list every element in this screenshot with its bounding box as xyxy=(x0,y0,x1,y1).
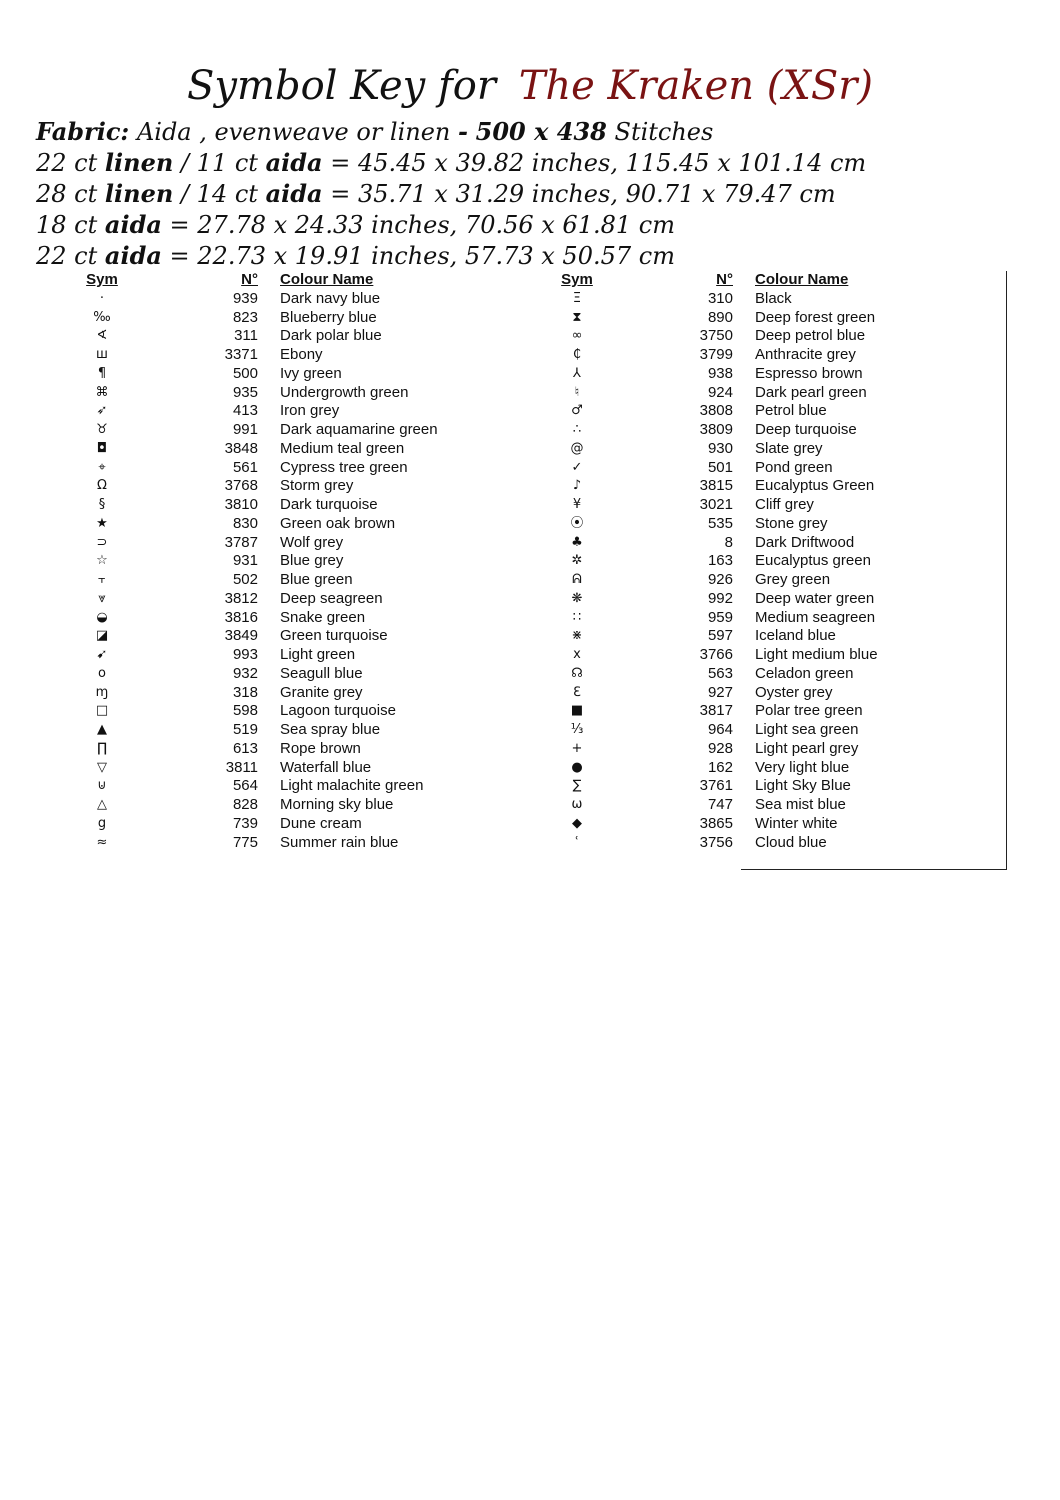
symbol-cell: □ xyxy=(95,703,109,719)
number-cell: 162 xyxy=(707,758,733,776)
symbol-cell: ɱ xyxy=(95,684,109,700)
colour-name-cell: Seagull blue xyxy=(280,664,363,682)
symbol-cell: ₵ xyxy=(572,347,582,362)
symbol-cell: △ xyxy=(97,797,107,812)
number-cell: 163 xyxy=(707,552,733,570)
symbol-cell: ⌖ xyxy=(98,459,106,475)
symbol-cell: ⌘ xyxy=(95,384,109,400)
number-cell: 502 xyxy=(232,571,258,588)
colour-name-cell: Dark pearl green xyxy=(755,383,867,401)
size-count: 22 ct xyxy=(36,149,98,177)
number-cell: 598 xyxy=(232,702,258,720)
size-separator: / 14 ct xyxy=(180,180,258,208)
colour-name-cell: Anthracite grey xyxy=(755,346,856,363)
colour-name-cell: Stone grey xyxy=(755,514,828,532)
symbol-cell: + xyxy=(571,740,583,756)
symbol-cell: ⦿ xyxy=(570,515,584,531)
symbol-cell: ◘ xyxy=(96,440,108,456)
symbol-cell: ▲ xyxy=(97,722,107,737)
size-dimensions: = 35.71 x 31.29 inches, 90.71 x 79.47 cm xyxy=(330,180,836,208)
stitch-count: 500 x 438 xyxy=(475,117,607,146)
number-cell: 931 xyxy=(232,552,258,570)
size-fabric: linen xyxy=(104,148,174,177)
number-cell: 775 xyxy=(232,833,258,851)
colour-name-cell: Grey green xyxy=(755,571,831,588)
colour-name-cell: Deep petrol blue xyxy=(755,327,866,345)
number-cell: 311 xyxy=(234,327,258,345)
symbol-cell: ω xyxy=(571,797,583,812)
symbol-cell: ◆ xyxy=(572,815,582,831)
symbol-cell: x xyxy=(573,647,581,662)
number-cell: 938 xyxy=(707,364,733,382)
symbol-cell: ∞ xyxy=(571,328,583,344)
symbol-cell: · xyxy=(99,290,105,306)
symbol-cell: ✓ xyxy=(571,459,583,475)
colour-name-cell: Waterfall blue xyxy=(280,758,372,776)
colour-name-cell: Ebony xyxy=(280,346,323,363)
symbol-cell: ⊍ xyxy=(97,778,107,794)
number-cell: 939 xyxy=(232,289,258,307)
number-cell: 501 xyxy=(707,458,733,476)
pattern-name: The Kraken (XSr) xyxy=(518,63,873,109)
table-border-right xyxy=(1006,271,1007,869)
colour-name-cell: Celadon green xyxy=(755,664,854,682)
size-line xyxy=(36,209,1046,240)
colour-name-cell: Light sea green xyxy=(755,721,859,738)
colour-name-cell: Summer rain blue xyxy=(280,833,399,851)
colour-name-cell: Iceland blue xyxy=(755,627,836,645)
colour-name-cell: Blue green xyxy=(280,571,353,588)
table-border-bottom xyxy=(741,869,1007,870)
colour-name-cell: Eucalyptus Green xyxy=(755,477,875,495)
symbol-cell: ➶ xyxy=(96,403,108,419)
colour-name-cell: Deep turquoise xyxy=(755,421,857,438)
number-cell: 3812 xyxy=(224,589,258,607)
symbol-cell: ★ xyxy=(96,515,108,531)
fabric-line xyxy=(36,116,1046,147)
number-cell: 3848 xyxy=(224,439,258,457)
colour-name-cell: Snake green xyxy=(280,608,366,626)
number-cell: 993 xyxy=(232,646,258,663)
colour-name-cell: Sea mist blue xyxy=(755,796,846,813)
number-cell: 3766 xyxy=(699,646,733,663)
number-cell: 739 xyxy=(232,814,258,832)
number-cell: 3816 xyxy=(224,608,258,626)
symbol-cell: ♪ xyxy=(572,478,582,494)
header-colour-name: Colour Name xyxy=(755,271,849,288)
size-fabric: aida xyxy=(104,210,162,239)
colour-name-cell: Medium teal green xyxy=(280,439,405,457)
size-count: 22 ct xyxy=(36,242,98,270)
size-dimensions: = 45.45 x 39.82 inches, 115.45 x 101.14 cm xyxy=(330,149,867,177)
symbol-cell: ᕱ xyxy=(572,572,582,587)
symbol-cell: ♉ xyxy=(96,422,108,437)
number-cell: 413 xyxy=(232,402,258,420)
symbol-cell: ◪ xyxy=(95,628,109,644)
colour-name-cell: Slate grey xyxy=(755,439,823,457)
number-cell: 3371 xyxy=(224,346,258,363)
colour-name-cell: Lagoon turquoise xyxy=(280,702,396,720)
number-cell: 3799 xyxy=(699,346,733,363)
symbol-cell: ш xyxy=(96,347,108,362)
number-cell: 992 xyxy=(707,589,733,607)
fabric-info xyxy=(36,116,1046,271)
number-cell: 3761 xyxy=(699,777,733,795)
fabric-dash: - xyxy=(458,117,468,146)
number-cell: 500 xyxy=(232,364,258,382)
number-cell: 991 xyxy=(232,421,258,438)
symbol-cell: ∷ xyxy=(572,609,582,625)
colour-name-cell: Dark aquamarine green xyxy=(280,421,438,438)
number-cell: 3811 xyxy=(225,758,258,776)
number-cell: 8 xyxy=(724,533,733,551)
colour-name-cell: Cypress tree green xyxy=(280,458,408,476)
symbol-cell: ‰ xyxy=(93,309,111,325)
symbol-cell: Ω xyxy=(97,478,107,494)
size-fabric-alt: aida xyxy=(265,148,323,177)
colour-name-cell: Deep forest green xyxy=(755,308,876,326)
symbol-cell: ⋇ xyxy=(571,628,583,644)
title-prefix: Symbol Key for xyxy=(187,63,496,109)
size-count: 18 ct xyxy=(36,211,98,239)
colour-name-cell: Dark polar blue xyxy=(280,327,382,345)
colour-name-cell: Wolf grey xyxy=(280,533,344,551)
colour-name-cell: Polar tree green xyxy=(755,702,863,720)
colour-name-cell: Blueberry blue xyxy=(280,308,377,326)
number-cell: 3817 xyxy=(699,702,733,720)
colour-name-cell: Light malachite green xyxy=(280,777,424,795)
size-fabric: aida xyxy=(104,241,162,270)
colour-name-cell: Rope brown xyxy=(280,739,361,757)
stitch-word: Stitches xyxy=(614,118,714,146)
number-cell: 959 xyxy=(707,608,733,626)
symbol-cell: ∢ xyxy=(96,328,108,344)
size-dimensions: = 27.78 x 24.33 inches, 70.56 x 61.81 cm xyxy=(169,211,675,239)
number-cell: 3849 xyxy=(224,627,258,645)
colour-name-cell: Deep seagreen xyxy=(280,589,383,607)
header-number: N° xyxy=(716,271,733,288)
colour-name-cell: Sea spray blue xyxy=(280,721,381,738)
symbol-cell: ¥ xyxy=(572,497,582,512)
symbol-cell: ¶ xyxy=(97,365,107,381)
size-fabric-alt: aida xyxy=(265,179,323,208)
symbol-cell: ➹ xyxy=(96,647,108,662)
symbol-cell: ⫟ xyxy=(98,572,106,587)
colour-name-cell: Undergrowth green xyxy=(280,383,409,401)
number-cell: 310 xyxy=(707,289,733,307)
symbol-cell: ♮ xyxy=(574,384,580,400)
colour-name-cell: Espresso brown xyxy=(755,364,863,382)
colour-name-cell: Dark navy blue xyxy=(280,289,381,307)
number-cell: 930 xyxy=(707,439,733,457)
symbol-cell: ⊃ xyxy=(96,534,108,550)
colour-name-cell: Dark Driftwood xyxy=(755,533,855,551)
colour-name-cell: Black xyxy=(755,289,792,307)
symbol-cell: g xyxy=(97,815,107,831)
symbol-cell: ⅄ xyxy=(573,365,581,381)
header-sym: Sym xyxy=(561,271,593,288)
number-cell: 823 xyxy=(232,308,258,326)
header-number: N° xyxy=(241,271,258,288)
colour-name-cell: Light green xyxy=(280,646,356,663)
number-cell: 613 xyxy=(232,739,258,757)
colour-name-cell: Light medium blue xyxy=(755,646,878,663)
symbol-cell: ∴ xyxy=(572,422,582,437)
colour-name-cell: Deep water green xyxy=(755,589,875,607)
size-count: 28 ct xyxy=(36,180,98,208)
colour-name-cell: Very light blue xyxy=(755,758,850,776)
colour-name-cell: Ivy green xyxy=(280,364,342,382)
symbol-cell: § xyxy=(98,497,106,512)
colour-name-cell: Blue grey xyxy=(280,552,344,570)
number-cell: 828 xyxy=(232,796,258,813)
colour-name-cell: Green oak brown xyxy=(280,514,396,532)
number-cell: 932 xyxy=(232,664,258,682)
number-cell: 926 xyxy=(707,571,733,588)
number-cell: 561 xyxy=(232,458,258,476)
number-cell: 318 xyxy=(232,683,258,701)
size-line xyxy=(36,178,1046,209)
number-cell: 3756 xyxy=(699,833,733,851)
colour-name-cell: Oyster grey xyxy=(755,683,833,701)
symbol-cell: o xyxy=(98,665,106,681)
symbol-cell: ∏ xyxy=(97,740,107,756)
number-cell: 519 xyxy=(232,721,258,738)
colour-name-cell: Pond green xyxy=(755,458,833,476)
symbol-cell: ☆ xyxy=(96,553,108,569)
header-colour-name: Colour Name xyxy=(280,271,374,288)
fabric-label: Fabric: xyxy=(36,117,130,146)
symbol-cell: @ xyxy=(570,440,584,456)
symbol-cell: ⧗ xyxy=(572,309,582,325)
number-cell: 890 xyxy=(707,308,733,326)
number-cell: 3750 xyxy=(699,327,733,345)
colour-name-cell: Green turquoise xyxy=(280,627,388,645)
colour-name-cell: Dark turquoise xyxy=(280,496,378,513)
number-cell: 535 xyxy=(707,514,733,532)
symbol-cell: ◒ xyxy=(96,609,108,625)
number-cell: 564 xyxy=(232,777,258,795)
size-line xyxy=(36,240,1046,271)
number-cell: 747 xyxy=(707,796,733,813)
colour-name-cell: Dune cream xyxy=(280,814,362,832)
symbol-cell: ■ xyxy=(570,703,584,719)
number-cell: 3865 xyxy=(699,814,733,832)
colour-name-cell: Petrol blue xyxy=(755,402,827,420)
number-cell: 597 xyxy=(707,627,733,645)
number-cell: 3810 xyxy=(224,496,258,513)
colour-name-cell: Cloud blue xyxy=(755,833,827,851)
symbol-cell: ⅓ xyxy=(570,722,584,737)
symbol-cell: ⩔ xyxy=(98,590,106,606)
colour-name-cell: Eucalyptus green xyxy=(755,552,871,570)
number-cell: 928 xyxy=(707,739,733,757)
fabric-types: Aida , evenweave or linen xyxy=(136,118,451,146)
colour-name-cell: Cliff grey xyxy=(755,496,814,513)
colour-name-cell: Winter white xyxy=(755,814,838,832)
symbol-cell: ∑ xyxy=(572,778,582,794)
number-cell: 3787 xyxy=(224,533,258,551)
colour-name-cell: Light pearl grey xyxy=(755,739,859,757)
number-cell: 964 xyxy=(707,721,733,738)
symbol-cell: ☊ xyxy=(571,665,583,681)
page-title xyxy=(0,58,1060,114)
symbol-cell: ♂ xyxy=(571,403,583,419)
number-cell: 3808 xyxy=(699,402,733,420)
number-cell: 563 xyxy=(707,664,733,682)
symbol-cell: ♣ xyxy=(571,534,583,550)
symbol-cell: ● xyxy=(571,759,583,775)
number-cell: 830 xyxy=(232,514,258,532)
symbol-cell: ≈ xyxy=(96,834,108,850)
number-cell: 3021 xyxy=(699,496,733,513)
size-line xyxy=(36,147,1046,178)
colour-name-cell: Light Sky Blue xyxy=(755,777,851,795)
number-cell: 3768 xyxy=(224,477,258,495)
size-separator: / 11 ct xyxy=(180,149,258,177)
colour-name-cell: Granite grey xyxy=(280,683,363,701)
symbol-cell: Ξ xyxy=(572,290,582,306)
symbol-cell: ❋ xyxy=(571,590,583,606)
size-fabric: linen xyxy=(104,179,174,208)
number-cell: 3809 xyxy=(699,421,733,438)
colour-name-cell: Morning sky blue xyxy=(280,796,394,813)
symbol-cell: ʿ xyxy=(575,834,579,850)
colour-name-cell: Medium seagreen xyxy=(755,608,876,626)
symbol-cell: ▽ xyxy=(97,759,107,775)
number-cell: 3815 xyxy=(699,477,733,495)
size-dimensions: = 22.73 x 19.91 inches, 57.73 x 50.57 cm xyxy=(169,242,675,270)
number-cell: 927 xyxy=(707,683,733,701)
number-cell: 924 xyxy=(707,383,733,401)
symbol-cell: ✲ xyxy=(571,553,583,569)
header-sym: Sym xyxy=(86,271,118,288)
colour-name-cell: Storm grey xyxy=(280,477,354,495)
number-cell: 935 xyxy=(232,383,258,401)
symbol-cell: ℇ xyxy=(573,684,581,700)
colour-name-cell: Iron grey xyxy=(280,402,340,420)
